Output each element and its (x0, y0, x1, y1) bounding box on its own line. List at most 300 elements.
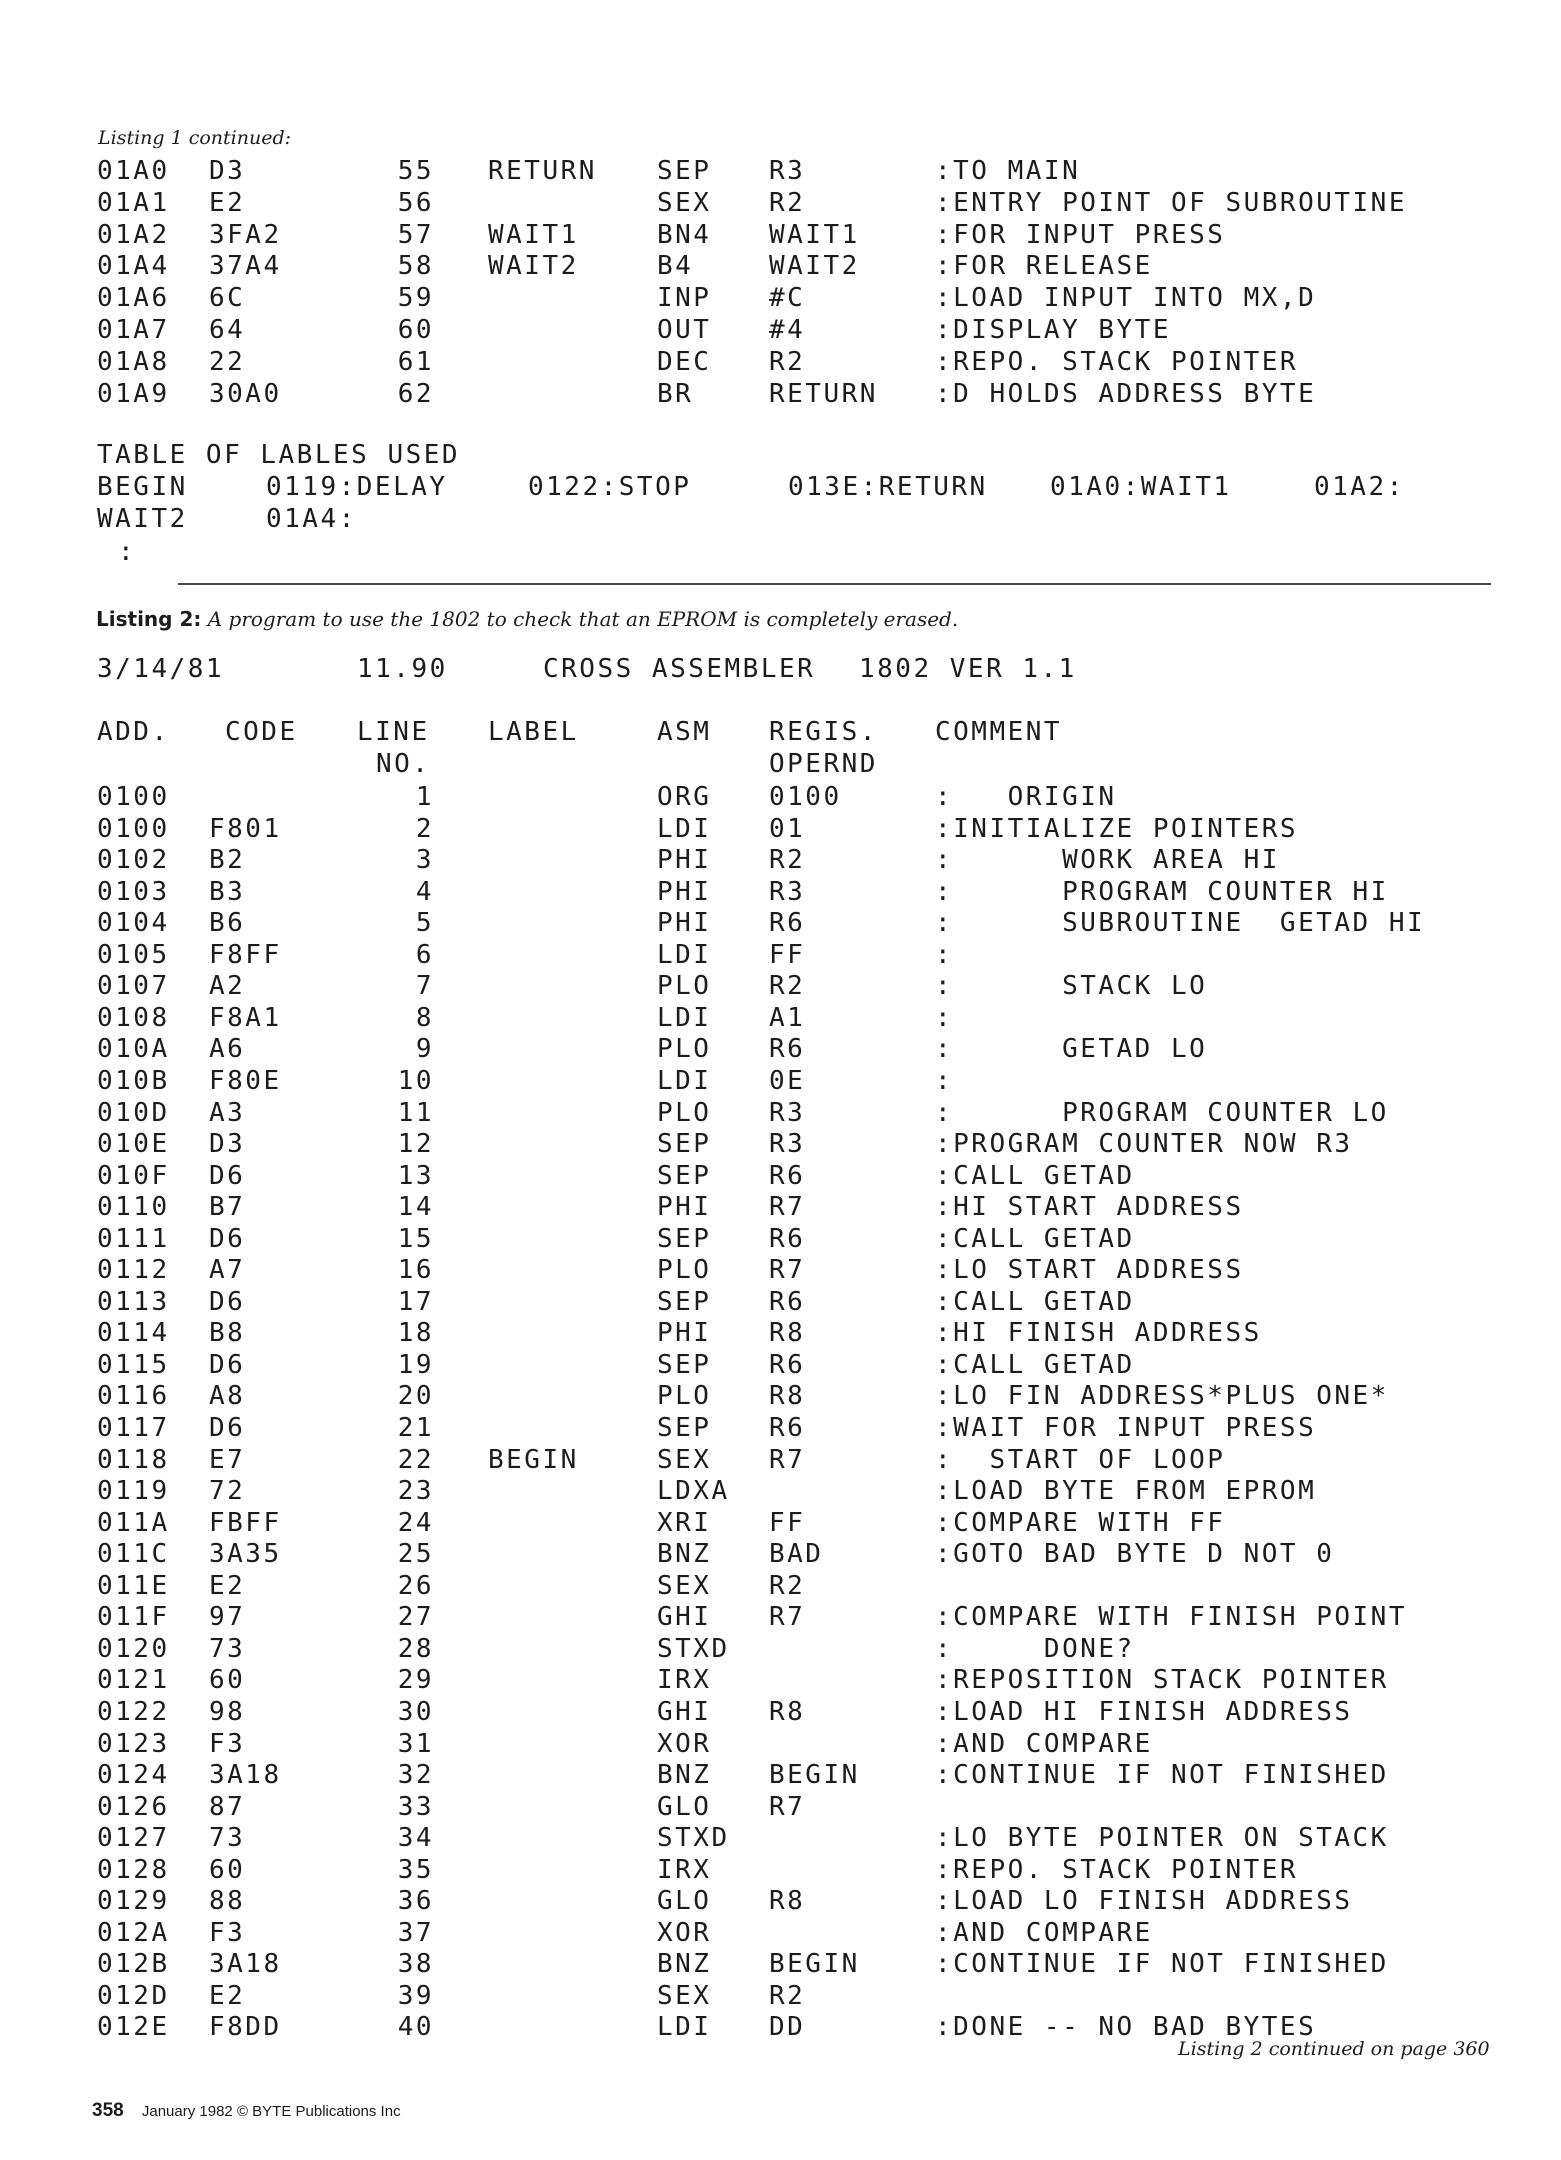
operand-cell: R8 (769, 1381, 806, 1412)
code-cell: F3 (209, 1728, 246, 1759)
assembler-name: CROSS ASSEMBLER (543, 654, 816, 684)
operand-cell: A1 (769, 1002, 806, 1033)
comment-cell: :CALL GETAD (935, 1160, 1135, 1191)
address-cell: 010F (97, 1160, 170, 1191)
address-cell: 010D (97, 1097, 170, 1128)
header-line-no: NO. (376, 749, 431, 779)
mnemonic-cell: BNZ (657, 1949, 712, 1980)
address-cell: 0110 (97, 1192, 170, 1223)
line-number-cell: 18 (397, 1318, 434, 1349)
mnemonic-cell: XRI (657, 1507, 712, 1538)
operand-cell: #C (769, 283, 806, 314)
code-cell: 22 (209, 346, 246, 377)
label-cell: WAIT2 (488, 251, 579, 282)
comment-cell: :LO BYTE POINTER ON STACK (935, 1823, 1389, 1854)
code-cell: D3 (209, 156, 246, 186)
operand-cell: BEGIN (769, 1949, 860, 1980)
code-cell: F3 (209, 1917, 246, 1948)
code-cell: D6 (209, 1160, 246, 1191)
mnemonic-cell: IRX (657, 1665, 712, 1696)
address-cell: 01A8 (97, 346, 170, 377)
line-number-cell: 25 (397, 1539, 434, 1570)
comment-cell: : PROGRAM COUNTER HI (935, 876, 1389, 907)
comment-cell: : (935, 1065, 954, 1096)
address-cell: 0126 (97, 1791, 170, 1822)
line-number-cell: 29 (397, 1665, 434, 1696)
code-cell: 3A18 (209, 1760, 282, 1791)
code-cell: F8A1 (209, 1002, 282, 1033)
code-cell: E2 (209, 1980, 246, 2011)
line-number-cell: 58 (397, 251, 434, 282)
address-cell: 01A9 (97, 378, 170, 409)
comment-cell: : GETAD LO (935, 1034, 1208, 1065)
code-cell: B7 (209, 1192, 246, 1223)
header-label: LABEL (488, 717, 579, 747)
code-cell: B8 (209, 1318, 246, 1349)
address-cell: 0121 (97, 1665, 170, 1696)
label-table-title: TABLE OF LABLES USED (97, 440, 461, 470)
mnemonic-cell: LDXA (657, 1476, 730, 1507)
address-cell: 0102 (97, 845, 170, 876)
comment-cell: : (935, 1002, 954, 1033)
code-cell: 88 (209, 1886, 246, 1917)
operand-cell: 0E (769, 1065, 806, 1096)
address-cell: 0111 (97, 1223, 170, 1254)
section-divider (178, 583, 1491, 585)
operand-cell: BAD (769, 1539, 824, 1570)
code-cell: D6 (209, 1413, 246, 1443)
comment-cell: :WAIT FOR INPUT PRESS (935, 1413, 1317, 1443)
operand-cell: R3 (769, 876, 806, 907)
comment-cell: : DONE? (935, 1633, 1135, 1664)
line-number-cell: 11 (397, 1097, 434, 1128)
operand-cell: R7 (769, 1255, 806, 1286)
code-cell: 73 (209, 1633, 246, 1664)
comment-cell: :CONTINUE IF NOT FINISHED (935, 1949, 1389, 1980)
comment-cell: :LOAD INPUT INTO MX,D (935, 283, 1317, 314)
operand-cell: 0100 (769, 782, 842, 812)
comment-cell: :DONE -- NO BAD BYTES (935, 2012, 1317, 2043)
line-number-cell: 34 (397, 1823, 434, 1854)
assembler-version-number: 11.90 (357, 654, 448, 684)
mnemonic-cell: BNZ (657, 1539, 712, 1570)
label-table-entry: WAIT2 (97, 504, 188, 534)
line-number-cell: 21 (397, 1413, 434, 1443)
line-number-cell: 62 (397, 378, 434, 409)
mnemonic-cell: LDI (657, 813, 712, 844)
operand-cell: R6 (769, 1413, 806, 1443)
address-cell: 011F (97, 1602, 170, 1633)
operand-cell: BEGIN (769, 1760, 860, 1791)
mnemonic-cell: LDI (657, 1065, 712, 1096)
address-cell: 012D (97, 1980, 170, 2011)
code-cell: D6 (209, 1286, 246, 1317)
operand-cell: R3 (769, 1097, 806, 1128)
mnemonic-cell: SEP (657, 1160, 712, 1191)
comment-cell: :LOAD LO FINISH ADDRESS (935, 1886, 1353, 1917)
line-number-cell: 32 (397, 1760, 434, 1791)
line-number-cell: 23 (397, 1476, 434, 1507)
code-cell: 60 (209, 1854, 246, 1885)
label-cell: RETURN (488, 156, 597, 186)
mnemonic-cell: PHI (657, 1318, 712, 1349)
code-cell: D3 (209, 1129, 246, 1160)
address-cell: 012E (97, 2012, 170, 2043)
code-cell: A7 (209, 1255, 246, 1286)
address-cell: 0112 (97, 1255, 170, 1286)
address-cell: 011E (97, 1570, 170, 1601)
mnemonic-cell: INP (657, 283, 712, 314)
line-number-cell: 55 (397, 156, 434, 186)
comment-cell: :CALL GETAD (935, 1286, 1135, 1317)
comment-cell: : PROGRAM COUNTER LO (935, 1097, 1389, 1128)
operand-cell: R8 (769, 1696, 806, 1727)
comment-cell: :AND COMPARE (935, 1917, 1153, 1948)
code-cell: B3 (209, 876, 246, 907)
operand-cell: R3 (769, 156, 806, 186)
line-number-cell: 27 (397, 1602, 434, 1633)
header-add: ADD. (97, 717, 170, 747)
comment-cell: :FOR INPUT PRESS (935, 219, 1226, 250)
operand-cell: R2 (769, 845, 806, 876)
line-number-cell: 19 (397, 1349, 434, 1380)
code-cell: E7 (209, 1444, 246, 1475)
continued-note: Listing 2 continued on page 360 (1178, 2038, 1490, 2060)
line-number-cell: 6 (415, 939, 434, 970)
operand-cell: R2 (769, 971, 806, 1002)
mnemonic-cell: BR (657, 378, 694, 409)
comment-cell: :FOR RELEASE (935, 251, 1153, 282)
address-cell: 0127 (97, 1823, 170, 1854)
address-cell: 0123 (97, 1728, 170, 1759)
address-cell: 0122 (97, 1696, 170, 1727)
line-number-cell: 13 (397, 1160, 434, 1191)
address-cell: 0116 (97, 1381, 170, 1412)
comment-cell: :COMPARE WITH FF (935, 1507, 1226, 1538)
listing2-label: Listing 2: (96, 607, 202, 631)
address-cell: 0129 (97, 1886, 170, 1917)
mnemonic-cell: DEC (657, 346, 712, 377)
code-cell: F801 (209, 813, 282, 844)
line-number-cell: 38 (397, 1949, 434, 1980)
line-number-cell: 39 (397, 1980, 434, 2011)
comment-cell: :INITIALIZE POINTERS (935, 813, 1299, 844)
comment-cell: :CALL GETAD (935, 1349, 1135, 1380)
address-cell: 01A1 (97, 187, 170, 218)
code-cell: B2 (209, 845, 246, 876)
chip-version: 1802 VER 1.1 (859, 654, 1077, 684)
comment-cell: :TO MAIN (935, 156, 1081, 186)
address-cell: 0124 (97, 1760, 170, 1791)
operand-cell: R2 (769, 1980, 806, 2011)
mnemonic-cell: BN4 (657, 219, 712, 250)
line-number-cell: 4 (415, 876, 434, 907)
comment-cell: :REPO. STACK POINTER (935, 346, 1299, 377)
line-number-cell: 16 (397, 1255, 434, 1286)
operand-cell: R2 (769, 1570, 806, 1601)
operand-cell: WAIT2 (769, 251, 860, 282)
mnemonic-cell: LDI (657, 2012, 712, 2043)
address-cell: 01A2 (97, 219, 170, 250)
operand-cell: FF (769, 939, 806, 970)
comment-cell: : SUBROUTINE GETAD HI (935, 908, 1426, 939)
address-cell: 0107 (97, 971, 170, 1002)
line-number-cell: 37 (397, 1917, 434, 1948)
code-cell: 30A0 (209, 378, 282, 409)
comment-cell: :HI FINISH ADDRESS (935, 1318, 1262, 1349)
code-cell: 3FA2 (209, 219, 282, 250)
address-cell: 01A6 (97, 283, 170, 314)
line-number-cell: 61 (397, 346, 434, 377)
mnemonic-cell: PHI (657, 845, 712, 876)
comment-cell: :D HOLDS ADDRESS BYTE (935, 378, 1317, 409)
address-cell: 011A (97, 1507, 170, 1538)
mnemonic-cell: SEX (657, 1444, 712, 1475)
code-cell: 64 (209, 315, 246, 345)
line-number-cell: 57 (397, 219, 434, 250)
operand-cell: #4 (769, 315, 806, 345)
label-table-entry: 01A2: (1314, 472, 1405, 502)
code-cell: FBFF (209, 1507, 282, 1538)
code-cell: B6 (209, 908, 246, 939)
mnemonic-cell: SEP (657, 1413, 712, 1443)
line-number-cell: 1 (415, 782, 434, 812)
operand-cell: R7 (769, 1192, 806, 1223)
mnemonic-cell: PLO (657, 1034, 712, 1065)
mnemonic-cell: B4 (657, 251, 694, 282)
publication-line: January 1982 © BYTE Publications Inc (141, 2103, 401, 2120)
code-cell: A2 (209, 971, 246, 1002)
mnemonic-cell: XOR (657, 1917, 712, 1948)
mnemonic-cell: STXD (657, 1823, 730, 1854)
comment-cell: :GOTO BAD BYTE D NOT 0 (935, 1539, 1335, 1570)
column-header-row-2 (0, 749, 878, 781)
line-number-cell: 14 (397, 1192, 434, 1223)
line-number-cell: 35 (397, 1854, 434, 1885)
mnemonic-cell: SEP (657, 1349, 712, 1380)
comment-cell: : ORIGIN (935, 782, 1117, 812)
comment-cell: : STACK LO (935, 971, 1208, 1002)
mnemonic-cell: LDI (657, 1002, 712, 1033)
line-number-cell: 24 (397, 1507, 434, 1538)
mnemonic-cell: SEP (657, 1223, 712, 1254)
address-cell: 0113 (97, 1286, 170, 1317)
mnemonic-cell: SEX (657, 1980, 712, 2011)
comment-cell: :HI START ADDRESS (935, 1192, 1244, 1223)
code-cell: A8 (209, 1381, 246, 1412)
line-number-cell: 2 (415, 813, 434, 844)
code-cell: 87 (209, 1791, 246, 1822)
comment-cell: : WORK AREA HI (935, 845, 1280, 876)
mnemonic-cell: ORG (657, 782, 712, 812)
comment-cell: :LOAD BYTE FROM EPROM (935, 1476, 1317, 1507)
column-header-row-1 (0, 717, 1063, 749)
label-table-entry: BEGIN (97, 472, 188, 502)
label-cell: WAIT1 (488, 219, 579, 250)
comment-cell: :PROGRAM COUNTER NOW R3 (935, 1129, 1353, 1160)
header-code: CODE (225, 717, 298, 747)
mnemonic-cell: LDI (657, 939, 712, 970)
operand-cell: R6 (769, 1349, 806, 1380)
code-cell: 37A4 (209, 251, 282, 282)
mnemonic-cell: IRX (657, 1854, 712, 1885)
line-number-cell: 22 (397, 1444, 434, 1475)
address-cell: 011C (97, 1539, 170, 1570)
operand-cell: R2 (769, 187, 806, 218)
line-number-cell: 3 (415, 845, 434, 876)
operand-cell: R6 (769, 1223, 806, 1254)
mnemonic-cell: XOR (657, 1728, 712, 1759)
mnemonic-cell: SEX (657, 1570, 712, 1601)
line-number-cell: 20 (397, 1381, 434, 1412)
line-number-cell: 33 (397, 1791, 434, 1822)
comment-cell: :COMPARE WITH FINISH POINT (935, 1602, 1407, 1633)
mnemonic-cell: PHI (657, 908, 712, 939)
mnemonic-cell: SEP (657, 1129, 712, 1160)
line-number-cell: 28 (397, 1633, 434, 1664)
code-cell: 73 (209, 1823, 246, 1854)
line-number-cell: 60 (397, 315, 434, 345)
code-cell: E2 (209, 1570, 246, 1601)
mnemonic-cell: PLO (657, 1097, 712, 1128)
label-cell: BEGIN (488, 1444, 579, 1475)
code-cell: F8FF (209, 939, 282, 970)
mnemonic-cell: PHI (657, 876, 712, 907)
operand-cell: R3 (769, 1129, 806, 1160)
code-cell: 3A35 (209, 1539, 282, 1570)
operand-cell: DD (769, 2012, 806, 2043)
assembly-date: 3/14/81 (97, 654, 225, 684)
operand-cell: R7 (769, 1602, 806, 1633)
operand-cell: R8 (769, 1318, 806, 1349)
operand-cell: R6 (769, 908, 806, 939)
operand-cell: R6 (769, 1034, 806, 1065)
mnemonic-cell: GHI (657, 1696, 712, 1727)
code-cell: D6 (209, 1223, 246, 1254)
address-cell: 010A (97, 1034, 170, 1065)
code-cell: D6 (209, 1349, 246, 1380)
header-comment: COMMENT (935, 717, 1063, 747)
address-cell: 0118 (97, 1444, 170, 1475)
label-table-entry: 01A0:WAIT1 (1050, 472, 1232, 502)
listing1-continued-caption: Listing 1 continued: (98, 127, 292, 149)
comment-cell: :LO FIN ADDRESS*PLUS ONE* (935, 1381, 1389, 1412)
address-cell: 0117 (97, 1413, 170, 1443)
address-cell: 0108 (97, 1002, 170, 1033)
label-table-entry: 013E:RETURN (788, 472, 988, 502)
comment-cell: :CONTINUE IF NOT FINISHED (935, 1760, 1389, 1791)
mnemonic-cell: STXD (657, 1633, 730, 1664)
operand-cell: R6 (769, 1160, 806, 1191)
comment-cell: :AND COMPARE (935, 1728, 1153, 1759)
address-cell: 0115 (97, 1349, 170, 1380)
assembler-header-line (0, 654, 1077, 686)
code-cell: A6 (209, 1034, 246, 1065)
comment-cell: : START OF LOOP (935, 1444, 1226, 1475)
header-line: LINE (357, 717, 430, 747)
listing2-description: A program to use the 1802 to check that an EPROM is completely erased. (207, 607, 959, 631)
code-cell: 72 (209, 1476, 246, 1507)
mnemonic-cell: BNZ (657, 1760, 712, 1791)
operand-cell: R7 (769, 1791, 806, 1822)
operand-cell: FF (769, 1507, 806, 1538)
line-number-cell: 8 (415, 1002, 434, 1033)
address-cell: 0100 (97, 782, 170, 812)
mnemonic-cell: OUT (657, 315, 712, 345)
address-cell: 0120 (97, 1633, 170, 1664)
operand-cell: R6 (769, 1286, 806, 1317)
line-number-cell: 56 (397, 187, 434, 218)
mnemonic-cell: GLO (657, 1886, 712, 1917)
label-table-entry: 01A4: (266, 504, 357, 534)
header-asm: ASM (657, 717, 712, 747)
line-number-cell: 9 (415, 1034, 434, 1065)
mnemonic-cell: GLO (657, 1791, 712, 1822)
address-cell: 0119 (97, 1476, 170, 1507)
address-cell: 0105 (97, 939, 170, 970)
comment-cell: :REPOSITION STACK POINTER (935, 1665, 1389, 1696)
address-cell: 01A0 (97, 156, 170, 186)
code-cell: 3A18 (209, 1949, 282, 1980)
comment-cell: :REPO. STACK POINTER (935, 1854, 1299, 1885)
operand-cell: WAIT1 (769, 219, 860, 250)
page-number: 358 (92, 2100, 124, 2121)
address-cell: 0103 (97, 876, 170, 907)
mnemonic-cell: PHI (657, 1192, 712, 1223)
address-cell: 012B (97, 1949, 170, 1980)
operand-cell: R8 (769, 1886, 806, 1917)
line-number-cell: 7 (415, 971, 434, 1002)
mnemonic-cell: PLO (657, 1381, 712, 1412)
code-cell: F80E (209, 1065, 282, 1096)
address-cell: 01A4 (97, 251, 170, 282)
comment-cell: :LO START ADDRESS (935, 1255, 1244, 1286)
address-cell: 01A7 (97, 315, 170, 345)
code-cell: F8DD (209, 2012, 282, 2043)
mnemonic-cell: SEP (657, 156, 712, 186)
code-cell: A3 (209, 1097, 246, 1128)
line-number-cell: 36 (397, 1886, 434, 1917)
label-table-entry: 0122:STOP (528, 472, 692, 502)
address-cell: 010E (97, 1129, 170, 1160)
mnemonic-cell: SEX (657, 187, 712, 218)
line-number-cell: 5 (415, 908, 434, 939)
line-number-cell: 10 (397, 1065, 434, 1096)
address-cell: 0100 (97, 813, 170, 844)
line-number-cell: 30 (397, 1696, 434, 1727)
operand-cell: 01 (769, 813, 806, 844)
header-regis: REGIS. (769, 717, 878, 747)
line-number-cell: 31 (397, 1728, 434, 1759)
code-cell: 98 (209, 1696, 246, 1727)
comment-cell: :DISPLAY BYTE (935, 315, 1171, 345)
line-number-cell: 59 (397, 283, 434, 314)
line-number-cell: 40 (397, 2012, 434, 2043)
mnemonic-cell: GHI (657, 1602, 712, 1633)
operand-cell: R7 (769, 1444, 806, 1475)
label-table-end: : (118, 537, 137, 567)
address-cell: 0128 (97, 1854, 170, 1885)
comment-cell: :CALL GETAD (935, 1223, 1135, 1254)
code-cell: 6C (209, 283, 246, 314)
code-cell: E2 (209, 187, 246, 218)
address-cell: 0104 (97, 908, 170, 939)
line-number-cell: 12 (397, 1129, 434, 1160)
header-operand: OPERND (769, 749, 878, 779)
address-cell: 010B (97, 1065, 170, 1096)
operand-cell: R2 (769, 346, 806, 377)
line-number-cell: 17 (397, 1286, 434, 1317)
